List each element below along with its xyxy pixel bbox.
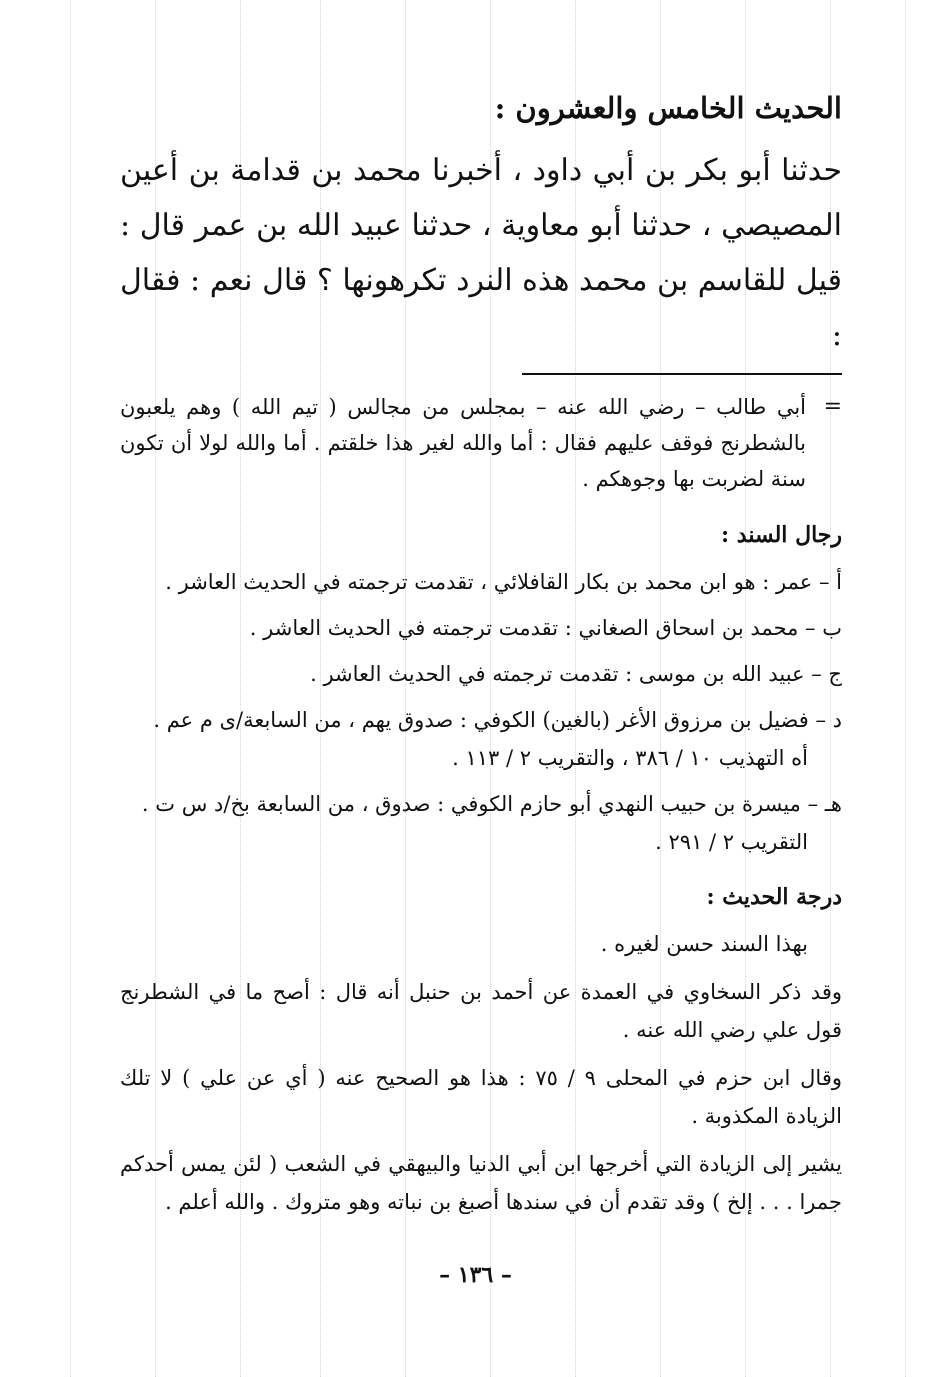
daraja-paragraph: يشير إلى الزيادة التي أخرجها ابن أبي الدنيا والبيهقي في الشعب ( لئن يمس أحدكم جمرا . . . إلخ ) وقد تقدم أن في سندها أصبغ بن نباته وهو متروك . والله أعلم . (120, 1151, 842, 1214)
footnote-marker: = (823, 393, 842, 419)
page-number: – ١٣٦ – (439, 1262, 512, 1288)
rijal-entry-text: أ – عمر : هو ابن محمد بن بكار القافلائي ، تقدمت ترجمته في الحديث العاشر . (165, 569, 842, 594)
rijal-entry-continuation: أه التهذيب ١٠ / ٣٨٦ ، والتقريب ٢ / ١١٣ . (452, 745, 808, 770)
rijal-entry-continuation: التقريب ٢ / ٢٩١ . (655, 829, 808, 854)
rijal-entry (120, 701, 842, 777)
rijal-entry-text: ج – عبيد الله بن موسى : تقدمت ترجمته في الحديث العاشر . (310, 661, 842, 686)
rijal-entry-text: د – فضيل بن مرزوق الأغر (بالغين) الكوفي : صدوق يهم ، من السابعة/ى م عم . (153, 707, 842, 732)
hadith-text: حدثنا أبو بكر بن أبي داود ، أخبرنا محمد بن قدامة بن أعين المصيصي ، حدثنا أبو معاوية ، حدثنا عبيد الله بن عمر قال : قيل للقاسم بن محمد هذه النرد تكرهونها ؟ قال نعم : فقال : (120, 152, 842, 353)
document-page (120, 78, 842, 1231)
daraja-paragraph: وقال ابن حزم في المحلى ٩ / ٧٥ : هذا هو الصحيح عنه ( أي عن علي ) لا تلك الزيادة المكذوبة . (120, 1065, 843, 1128)
rijal-entry (120, 609, 842, 647)
daraja-heading: درجة الحديث : (706, 883, 842, 910)
scan-grid-line (905, 0, 906, 1377)
rijal-entry (120, 785, 842, 861)
rijal-heading: رجال السند : (721, 521, 842, 548)
daraja-paragraph: وقد ذكر السخاوي في العمدة عن أحمد بن حنبل أنه قال : أصح ما في الشطرنج قول علي رضي الله عنه . (120, 979, 842, 1042)
rijal-entry (120, 563, 842, 601)
scan-grid-line (70, 0, 71, 1377)
footnote-text: أبي طالب – رضي الله عنه – بمجلس من مجالس ( تيم الله ) وهم يلعبون بالشطرنج فوقف عليهم فقال : أما والله لغير هذا خلقتم . أما والله لولا أن تكون سنة لضربت بها وجوهكم . (120, 394, 806, 491)
hadith-title: الحديث الخامس والعشرون : (494, 91, 842, 125)
rijal-entry-text: ب – محمد بن اسحاق الصغاني : تقدمت ترجمته في الحديث العاشر . (249, 615, 842, 640)
footnote (120, 389, 842, 497)
rijal-entry (120, 655, 842, 693)
footnote-separator-rule (522, 373, 842, 375)
daraja-paragraph: بهذا السند حسن لغيره . (600, 931, 808, 956)
rijal-entry-text: هـ – ميسرة بن حبيب النهدي أبو حازم الكوفي : صدوق ، من السابعة بخ/د س ت . (141, 791, 842, 816)
